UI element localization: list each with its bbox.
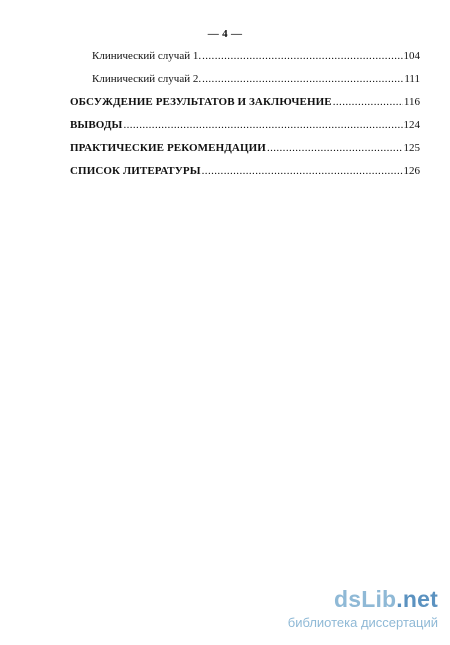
watermark-subtitle: библиотека диссертаций (287, 615, 438, 630)
toc-entry-title: Клинический случай 1. (92, 50, 202, 62)
table-of-contents (70, 50, 420, 188)
toc-leader-dots (333, 96, 403, 108)
toc-entry-title: ВЫВОДЫ (70, 119, 123, 131)
toc-leader-dots (202, 73, 403, 85)
toc-entry-page: 125 (403, 142, 420, 154)
toc-entry-page: 104 (403, 50, 420, 62)
toc-entry-page: 111 (404, 73, 420, 85)
toc-entry-case-1 (70, 50, 420, 73)
toc-entry-page: 116 (403, 96, 420, 108)
toc-leader-dots (202, 50, 402, 62)
toc-entry-page: 124 (403, 119, 420, 131)
dslib-watermark (258, 587, 438, 631)
toc-entry-case-2 (70, 73, 420, 96)
toc-leader-dots (123, 119, 402, 131)
toc-leader-dots (267, 142, 403, 154)
toc-entry-title: ПРАКТИЧЕСКИЕ РЕКОМЕНДАЦИИ (70, 142, 266, 154)
logo-text-part2: .net (396, 586, 438, 612)
toc-entry-discussion (70, 96, 420, 119)
toc-entry-conclusions (70, 119, 420, 142)
page-number: — 4 — (207, 28, 243, 40)
logo-text-part1: dsLib (333, 586, 397, 612)
dslib-logo (258, 587, 438, 611)
toc-entry-title: СПИСОК ЛИТЕРАТУРЫ (70, 165, 201, 177)
toc-leader-dots (202, 165, 403, 177)
toc-entry-title: Клинический случай 2. (92, 73, 202, 85)
toc-entry-recommendations (70, 142, 420, 165)
toc-entry-references (70, 165, 420, 188)
toc-entry-title: ОБСУЖДЕНИЕ РЕЗУЛЬТАТОВ И ЗАКЛЮЧЕНИЕ (70, 96, 332, 108)
toc-entry-page: 126 (403, 165, 420, 177)
